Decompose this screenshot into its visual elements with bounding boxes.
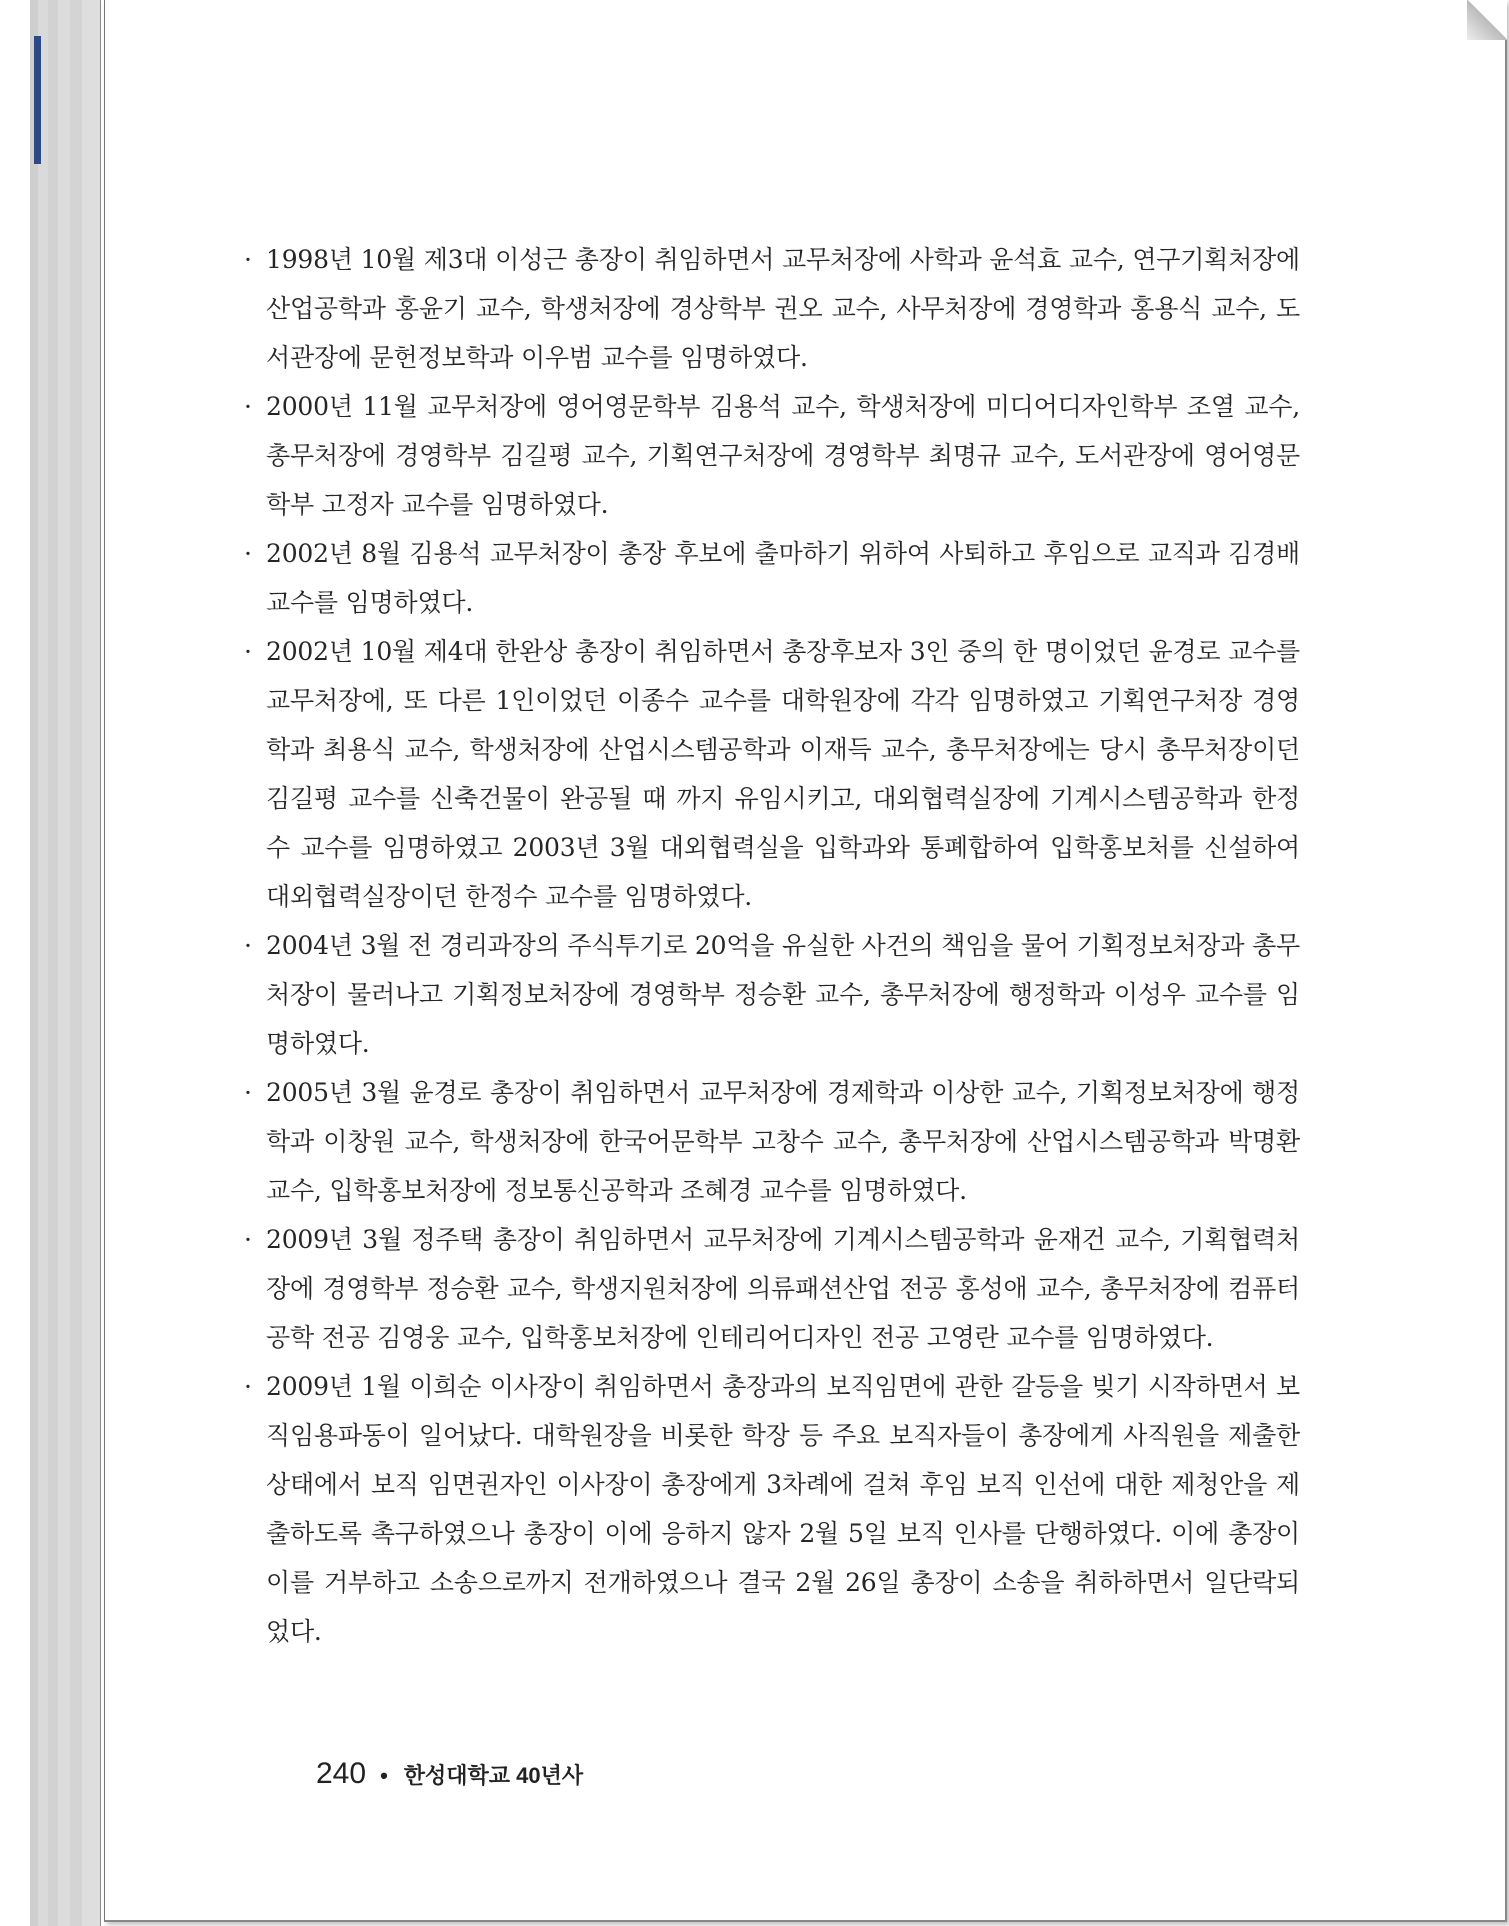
page-edge-layer xyxy=(82,0,101,1926)
page-number: 240 xyxy=(316,1757,367,1790)
bullet-mark: · xyxy=(244,931,252,960)
book-spine-mark xyxy=(34,36,41,164)
list-item xyxy=(240,529,1300,627)
list-item-text: 2002년 10월 제4대 한완상 총장이 취임하면서 총장후보자 3인 중의 한 명이었던 윤경로 교수를 교무처장에, 또 다른 1인이었던 이종수 교수를 대학원장에 각각 임명하였고 기획연구처장 경영학과 최용식 교수, 학생처장에 산업시스템공학과 이재득 교수, 총무처장에는 당시 총무처장이던 김길평 교수를 신축건물이 완공될 때 까지 유임시키고, 대외협력실장에 기계시스템공학과 한정수 교수를 임명하였고 2003년 3월 대외협력실을 입학과와 통폐합하여 입학홍보처를 신설하여 대외협력실장이던 한정수 교수를 임명하였다. xyxy=(266,637,1300,911)
list-item-text: 2004년 3월 전 경리과장의 주식투기로 20억을 유실한 사건의 책임을 물어 기획정보처장과 총무처장이 물러나고 기획정보처장에 경영학부 정승환 교수, 총무처장에 행정학과 이성우 교수를 임명하였다. xyxy=(266,931,1300,1058)
page-corner-fold xyxy=(1467,0,1507,40)
list-item xyxy=(240,382,1300,529)
list-item-text: 2009년 1월 이희순 이사장이 취임하면서 총장과의 보직임면에 관한 갈등을 빚기 시작하면서 보직임용파동이 일어났다. 대학원장을 비롯한 학장 등 주요 보직자들이 총장에게 사직원을 제출한 상태에서 보직 임면권자인 이사장이 총장에게 3차례에 걸쳐 후임 보직 인선에 대한 제청안을 제출하도록 촉구하였으나 총장이 이에 응하지 않자 2월 5일 보직 인사를 단행하였다. 이에 총장이 이를 거부하고 소송으로까지 전개하였으나 결국 2월 26일 총장이 소송을 취하하면서 일단락되었다. xyxy=(266,1372,1300,1646)
list-item xyxy=(240,235,1300,382)
list-item-text: 1998년 10월 제3대 이성근 총장이 취임하면서 교무처장에 사학과 윤석효 교수, 연구기획처장에 산업공학과 홍윤기 교수, 학생처장에 경상학부 권오 교수, 사무처장에 경영학과 홍용식 교수, 도서관장에 문헌정보학과 이우범 교수를 임명하였다. xyxy=(266,245,1300,372)
list-item-text: 2009년 3월 정주택 총장이 취임하면서 교무처장에 기계시스템공학과 윤재건 교수, 기획협력처장에 경영학부 정승환 교수, 학생지원처장에 의류패션산업 전공 홍성애 교수, 총무처장에 컴퓨터공학 전공 김영웅 교수, 입학홍보처장에 인테리어디자인 전공 고영란 교수를 임명하였다. xyxy=(266,1225,1300,1352)
bullet-mark: · xyxy=(244,637,252,666)
bullet-mark: · xyxy=(244,245,252,274)
list-item-text: 2002년 8월 김용석 교무처장이 총장 후보에 출마하기 위하여 사퇴하고 후임으로 교직과 김경배 교수를 임명하였다. xyxy=(266,539,1300,617)
list-item-text: 2005년 3월 윤경로 총장이 취임하면서 교무처장에 경제학과 이상한 교수, 기획정보처장에 행정학과 이창원 교수, 학생처장에 한국어문학부 고창수 교수, 총무처장에 산업시스템공학과 박명환 교수, 입학홍보처장에 정보통신공학과 조혜경 교수를 임명하였다. xyxy=(266,1078,1300,1205)
list-item xyxy=(240,921,1300,1068)
book-page-edges xyxy=(30,0,108,1926)
list-item xyxy=(240,627,1300,921)
page-body xyxy=(240,235,1300,1656)
book-title: 한성대학교 40년사 xyxy=(403,1763,584,1788)
bullet-mark: · xyxy=(244,1372,252,1401)
bullet-mark: · xyxy=(244,539,252,568)
bullet-mark: · xyxy=(244,1078,252,1107)
list-item xyxy=(240,1068,1300,1215)
footer-separator: • xyxy=(380,1763,388,1788)
list-item xyxy=(240,1362,1300,1656)
list-item-text: 2000년 11월 교무처장에 영어영문학부 김용석 교수, 학생처장에 미디어디자인학부 조열 교수, 총무처장에 경영학부 김길평 교수, 기획연구처장에 경영학부 최명규 교수, 도서관장에 영어영문학부 고정자 교수를 임명하였다. xyxy=(266,392,1300,519)
page-footer xyxy=(316,1757,583,1791)
bullet-mark: · xyxy=(244,1225,252,1254)
bullet-mark: · xyxy=(244,392,252,421)
list-item xyxy=(240,1215,1300,1362)
